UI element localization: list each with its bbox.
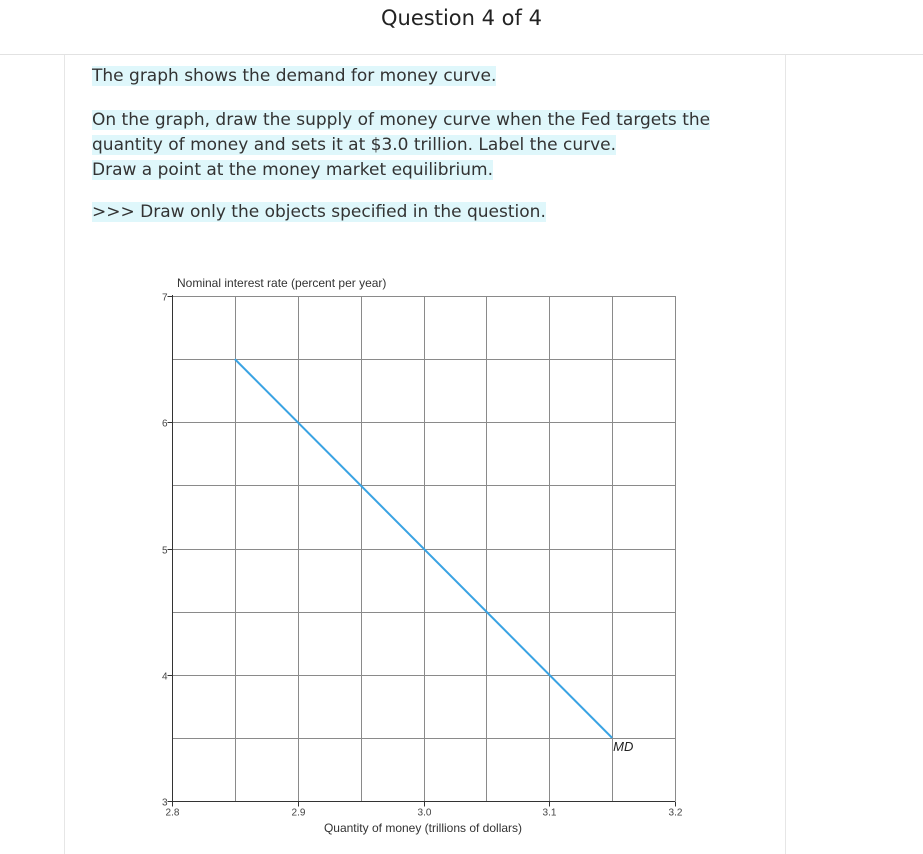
md-curve-label: MD <box>613 738 634 754</box>
demand-for-money-curve <box>235 359 612 738</box>
graph-axes <box>162 293 683 819</box>
y-tick-label: 3 <box>161 797 168 809</box>
x-tick-label: 3.1 <box>542 807 557 819</box>
y-tick-label: 7 <box>161 292 168 304</box>
x-tick-label: 3.0 <box>417 807 432 819</box>
y-axis-label: Nominal interest rate (percent per year) <box>177 276 387 290</box>
x-axis-label: Quantity of money (trillions of dollars) <box>323 821 523 835</box>
y-tick-label: 4 <box>161 671 168 683</box>
question-text-line-2: quantity of money and sets it at $3.0 trillion. Label the curve. <box>92 135 617 155</box>
graph-series <box>235 359 633 754</box>
x-tick-label: 2.8 <box>165 807 180 819</box>
x-tick-label: 2.9 <box>291 807 306 819</box>
question-instruction: >>> Draw only the objects specified in the question. <box>92 202 546 222</box>
question-text-demand: The graph shows the demand for money curve. <box>92 66 497 86</box>
question-title: Question 4 of 4 <box>381 6 542 30</box>
x-tick-label: 3.2 <box>668 807 683 819</box>
y-tick-label: 5 <box>161 545 168 557</box>
question-text-line-3: Draw a point at the money market equilibrium. <box>92 160 494 180</box>
question-text-line-1: On the graph, draw the supply of money curve when the Fed targets the <box>92 110 711 130</box>
y-tick-label: 6 <box>161 418 168 430</box>
